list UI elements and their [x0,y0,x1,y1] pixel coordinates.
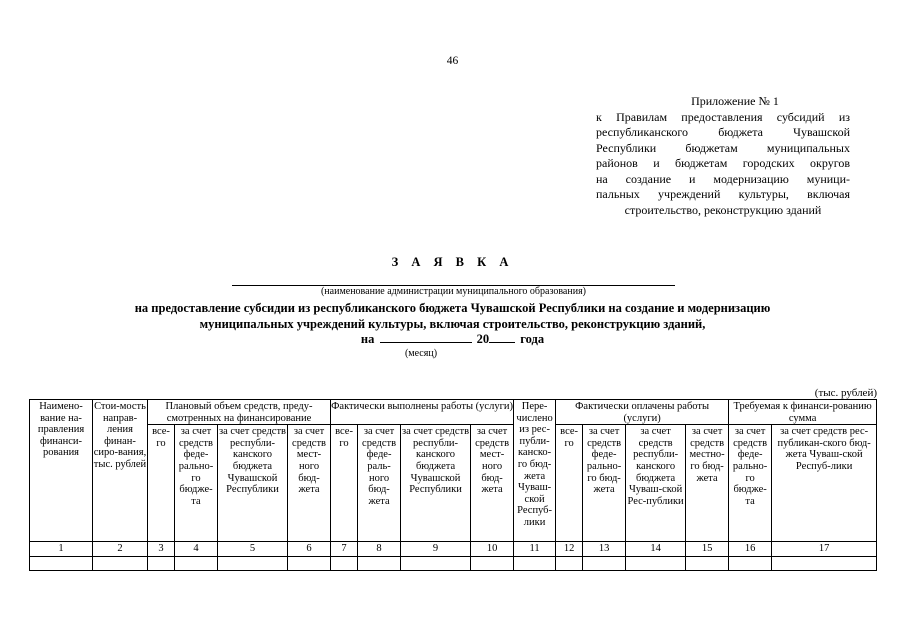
subheader-cell: все-го [148,425,175,542]
subheader-cell: все-го [331,425,358,542]
column-number: 1 [30,542,93,557]
header-group: Фактически оплачены работы (услуги) [556,400,729,425]
appendix-title: Приложение № 1 [691,94,779,108]
column-number: 6 [288,542,331,557]
subheader-cell: за счет средств республи-канского бюджета Чувашской Республики [218,425,288,542]
header-cell: Наимено-вание на-правления финанси-рования [30,400,93,542]
appendix-line: строительство, реконструкцию зданий [624,202,822,217]
table-cell[interactable] [358,557,401,571]
appendix-block [596,94,850,218]
document-title: З А Я В К А [391,255,514,269]
table-cell[interactable] [93,557,148,571]
column-number-row [30,542,877,557]
appendix-line: пальных учреждений культуры, включая [596,187,850,201]
subheader-cell: за счет средств рес-публикан-ского бюд-жета Чуваш-ской Респуб-лики [772,425,877,542]
table-cell[interactable] [471,557,514,571]
header-row-1 [30,400,877,425]
table-cell[interactable] [556,557,583,571]
subheader-cell: за счет средств мест-ного бюд-жета [471,425,514,542]
table-cell[interactable] [331,557,358,571]
appendix-line: к Правилам предоставления субсидий из [596,109,850,124]
column-number: 15 [686,542,729,557]
subtitle-line: муниципальных учреждений культуры, включая строительство, реконструкцию зданий, [199,316,706,331]
header-cell: Стои-мость направ-ления финан-сиро-вания, тыс. рублей [93,400,148,542]
table-row [30,557,877,571]
column-number: 4 [175,542,218,557]
subheader-cell: за счет средств феде-рально-го бюдже-та [729,425,772,542]
table-cell[interactable] [30,557,93,571]
column-number: 9 [401,542,471,557]
appendix-line: республиканского бюджета Чувашской [596,125,850,139]
subheader-cell: за счет средств республи-канского бюджета Чувашской Республики [401,425,471,542]
month-hint: (месяц) [404,348,438,359]
column-number: 8 [358,542,401,557]
subheader-cell: за счет средств местно-го бюд-жета [686,425,729,542]
municipality-hint: (наименование администрации муниципального образования) [320,286,587,297]
column-number: 13 [583,542,626,557]
date-line [0,332,905,347]
column-number: 11 [514,542,556,557]
subheader-cell: за счет средств феде-рально-го бюд-жета [583,425,626,542]
table-cell[interactable] [514,557,556,571]
appendix-line: на создание и модернизацию муници- [596,171,850,186]
table-cell[interactable] [772,557,877,571]
application-table [29,399,877,571]
header-group: Фактически выполнены работы (услуги) [331,400,514,425]
date-suffix: года [520,332,545,346]
appendix-line: районов и бюджетам городских округов [596,156,850,170]
table-cell[interactable] [583,557,626,571]
table-cell[interactable] [148,557,175,571]
date-prefix: на [360,332,375,346]
subtitle-line: на предоставление субсидии из республиканского бюджета Чувашской Республики на создание и модернизацию [134,301,771,315]
header-group: Плановый объем средств, преду-смотренных на финансирование [148,400,331,425]
column-number: 14 [626,542,686,557]
column-number: 3 [148,542,175,557]
document-subtitle [70,301,835,332]
column-number: 5 [218,542,288,557]
date-year: 20 [476,332,490,346]
year-blank [489,332,515,343]
header-row-2 [30,425,877,542]
header-group: Требуемая к финанси-рованию сумма [729,400,877,425]
subheader-cell: за счет средств феде-раль-ного бюд-жета [358,425,401,542]
page-number: 46 [446,55,459,67]
column-number: 7 [331,542,358,557]
column-number: 2 [93,542,148,557]
table-cell[interactable] [626,557,686,571]
header-cell: Пере-числено из рес-публи-канско-го бюд-жета Чуваш-ской Респуб-лики [514,400,556,542]
table-cell[interactable] [729,557,772,571]
appendix-line: Республики бюджетам муниципальных [596,140,850,155]
column-number: 10 [471,542,514,557]
units-label: (тыс. рублей) [814,387,877,399]
column-number: 12 [556,542,583,557]
subheader-cell: за счет средств феде-рально-го бюдже-та [175,425,218,542]
column-number: 17 [772,542,877,557]
table-cell[interactable] [288,557,331,571]
table-cell[interactable] [686,557,729,571]
table-cell[interactable] [218,557,288,571]
subheader-cell: за счет средств республи-канского бюджета Чуваш-ской Рес-публики [626,425,686,542]
table-cell[interactable] [175,557,218,571]
column-number: 16 [729,542,772,557]
subheader-cell: за счет средств мест-ного бюд-жета [288,425,331,542]
subheader-cell: все-го [556,425,583,542]
month-blank [380,332,472,343]
table-cell[interactable] [401,557,471,571]
